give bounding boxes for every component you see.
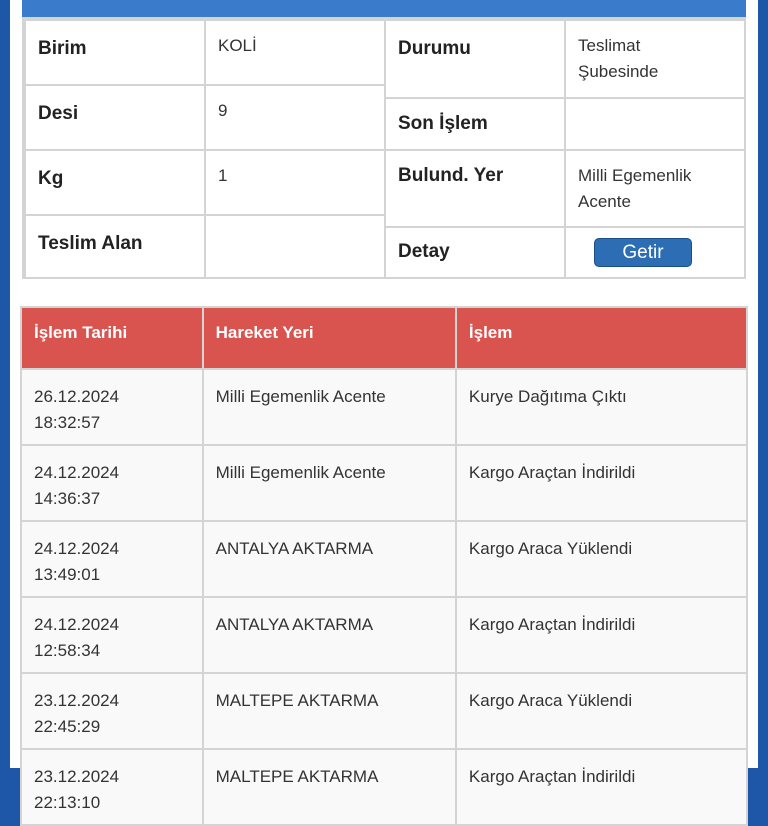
birim-label: Birim bbox=[25, 20, 205, 85]
row-date: 23.12.2024 bbox=[34, 767, 120, 786]
son-islem-label: Son İşlem bbox=[385, 98, 565, 150]
durumu-value bbox=[565, 20, 745, 98]
row-datetime bbox=[21, 369, 203, 445]
table-row bbox=[21, 445, 747, 521]
row-time: 22:13:10 bbox=[34, 793, 101, 812]
row-date: 26.12.2024 bbox=[34, 387, 120, 406]
row-action: Kargo Araca Yüklendi bbox=[456, 673, 747, 749]
durumu-label: Durumu bbox=[385, 20, 565, 98]
row-datetime bbox=[21, 749, 203, 825]
son-islem-value bbox=[565, 98, 745, 150]
row-date: 23.12.2024 bbox=[34, 691, 120, 710]
row-datetime bbox=[21, 673, 203, 749]
bulund-yer-value-line1: Milli Egemenlik bbox=[578, 166, 692, 185]
table-row bbox=[21, 521, 747, 597]
shipment-info-right bbox=[384, 19, 746, 279]
row-date: 24.12.2024 bbox=[34, 539, 120, 558]
row-place: ANTALYA AKTARMA bbox=[203, 521, 456, 597]
bulund-yer-label: Bulund. Yer bbox=[385, 150, 565, 227]
shipment-info-panel bbox=[22, 17, 746, 279]
birim-value: KOLİ bbox=[205, 20, 385, 85]
kg-value: 1 bbox=[205, 150, 385, 215]
row-action: Kargo Araca Yüklendi bbox=[456, 521, 747, 597]
row-action: Kargo Araçtan İndirildi bbox=[456, 749, 747, 825]
row-place: ANTALYA AKTARMA bbox=[203, 597, 456, 673]
row-place: MALTEPE AKTARMA bbox=[203, 749, 456, 825]
teslim-alan-value bbox=[205, 215, 385, 278]
movement-history-table bbox=[20, 306, 748, 826]
row-action: Kurye Dağıtıma Çıktı bbox=[456, 369, 747, 445]
bulund-yer-value bbox=[565, 150, 745, 227]
desi-label: Desi bbox=[25, 85, 205, 150]
panel-header-bar bbox=[22, 0, 746, 17]
row-time: 18:32:57 bbox=[34, 413, 101, 432]
getir-button[interactable]: Getir bbox=[594, 238, 692, 267]
detay-label: Detay bbox=[385, 227, 565, 278]
row-datetime bbox=[21, 597, 203, 673]
row-action: Kargo Araçtan İndirildi bbox=[456, 597, 747, 673]
bulund-yer-value-line2: Acente bbox=[578, 192, 631, 211]
durumu-value-line1: Teslimat bbox=[578, 36, 641, 55]
shipment-info-left bbox=[24, 19, 386, 279]
row-place: MALTEPE AKTARMA bbox=[203, 673, 456, 749]
teslim-alan-label: Teslim Alan bbox=[25, 215, 205, 278]
row-place: Milli Egemenlik Acente bbox=[203, 445, 456, 521]
kg-label: Kg bbox=[25, 150, 205, 215]
row-datetime bbox=[21, 521, 203, 597]
table-row bbox=[21, 369, 747, 445]
row-date: 24.12.2024 bbox=[34, 615, 120, 634]
table-row bbox=[21, 597, 747, 673]
row-date: 24.12.2024 bbox=[34, 463, 120, 482]
row-action: Kargo Araçtan İndirildi bbox=[456, 445, 747, 521]
table-row bbox=[21, 673, 747, 749]
row-time: 12:58:34 bbox=[34, 641, 101, 660]
table-row bbox=[21, 749, 747, 825]
column-header-place: Hareket Yeri bbox=[203, 307, 456, 369]
column-header-date: İşlem Tarihi bbox=[21, 307, 203, 369]
desi-value: 9 bbox=[205, 85, 385, 150]
durumu-value-line2: Şubesinde bbox=[578, 62, 659, 81]
row-datetime bbox=[21, 445, 203, 521]
row-place: Milli Egemenlik Acente bbox=[203, 369, 456, 445]
row-time: 13:49:01 bbox=[34, 565, 101, 584]
detay-value bbox=[565, 227, 745, 278]
column-header-action: İşlem bbox=[456, 307, 747, 369]
row-time: 22:45:29 bbox=[34, 717, 101, 736]
row-time: 14:36:37 bbox=[34, 489, 101, 508]
